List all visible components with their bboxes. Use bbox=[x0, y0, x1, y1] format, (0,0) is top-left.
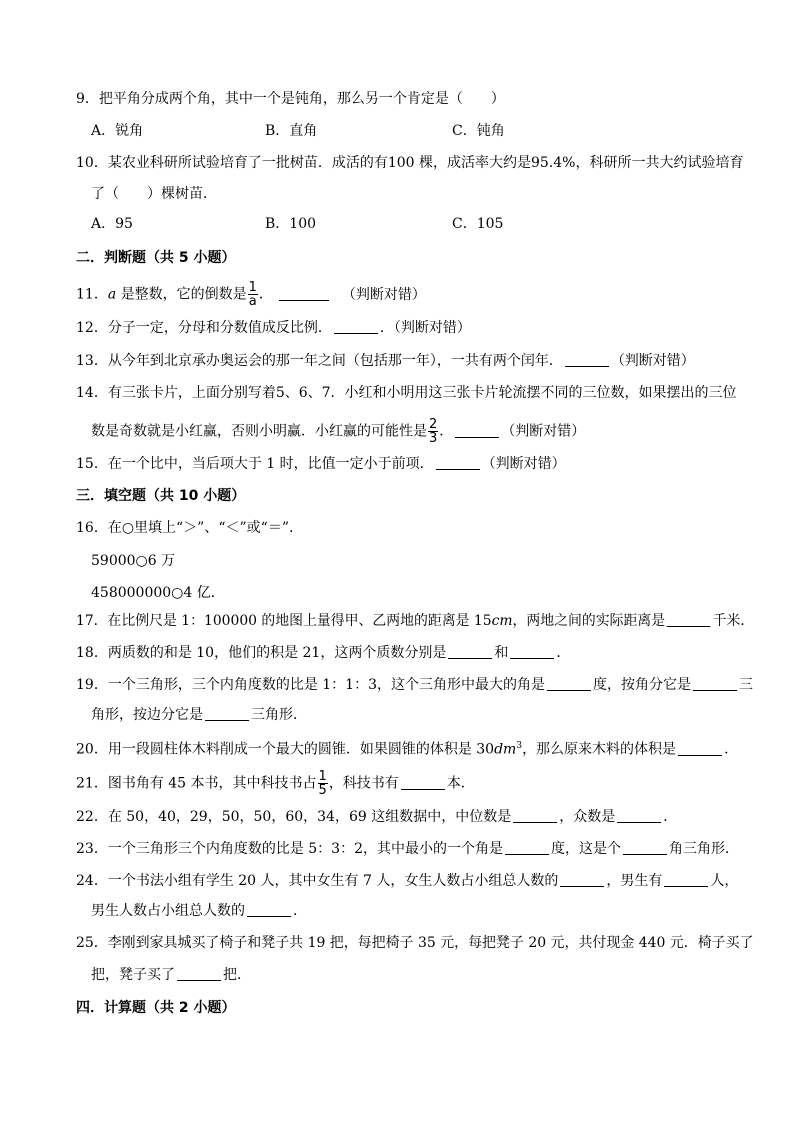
q14-fraction-numerator: 2 bbox=[429, 417, 438, 432]
q20-unit: dm bbox=[494, 741, 517, 758]
q18-answer-blank-2[interactable] bbox=[510, 644, 554, 659]
question-11 bbox=[76, 281, 426, 308]
section-heading-judgement: 二．判断题（共 5 小题） bbox=[76, 250, 236, 266]
question-19-line1 bbox=[76, 675, 753, 695]
q24-answer-blank-3[interactable] bbox=[247, 902, 291, 917]
q13-instruction: （判断对错） bbox=[610, 353, 695, 369]
question-23 bbox=[76, 839, 739, 859]
section-heading-fill-in: 三．填空题（共 10 小题） bbox=[76, 488, 246, 504]
q17-text-end: 千米． bbox=[712, 613, 755, 629]
q24-line2-text: 男生人数占小组总人数的 bbox=[91, 903, 245, 919]
q19-line2-end: 三角形． bbox=[251, 707, 307, 723]
q14-instruction: （判断对错） bbox=[501, 423, 586, 440]
section-heading-calculation: 四．计算题（共 2 小题） bbox=[76, 1000, 236, 1016]
q19-answer-blank-2[interactable] bbox=[693, 676, 737, 691]
q17-text-mid: ，两地之间的实际距离是 bbox=[512, 613, 666, 629]
q22-text: 22．在 50，40，29，50，50，60，34，69 这组数据中，中位数是 bbox=[76, 809, 512, 825]
q21-fraction-denominator: 5 bbox=[318, 783, 327, 798]
q22-text-mid: ，众数是 bbox=[559, 809, 616, 825]
q19-line2-text: 角形，按边分它是 bbox=[91, 707, 203, 723]
q15-instruction: （判断对错） bbox=[481, 456, 566, 472]
q23-text: 23．一个三角形三个内角度数的比是 5：3：2，其中最小的一个角是 bbox=[76, 841, 503, 857]
q19-answer-blank-3[interactable] bbox=[205, 706, 249, 721]
question-14-line2 bbox=[91, 418, 585, 445]
q13-text: 13．从今年到北京承办奥运会的那一年之间（包括那一年），一共有两个闰年． bbox=[76, 353, 563, 369]
question-17 bbox=[76, 611, 754, 631]
q10-option-a: A．95 bbox=[91, 216, 133, 232]
q21-text: 21．图书角有 45 本书，其中科技书占 bbox=[76, 775, 317, 792]
question-14-line1: 14．有三张卡片，上面分别写着5、6、7．小红和小明用这三张卡片轮流摆不同的三位数，如果摆出的三位 bbox=[76, 385, 737, 401]
q17-answer-blank[interactable] bbox=[667, 612, 711, 627]
q12-text: 12．分子一定，分母和分数值成反比例． bbox=[76, 320, 332, 336]
q17-unit: cm bbox=[491, 613, 513, 629]
question-21 bbox=[76, 770, 475, 797]
q24-answer-blank-1[interactable] bbox=[560, 872, 604, 887]
question-13 bbox=[76, 351, 695, 371]
q19-answer-blank-1[interactable] bbox=[547, 676, 591, 691]
question-12 bbox=[76, 318, 471, 338]
q14-fraction-denominator: 3 bbox=[429, 431, 438, 446]
q21-fraction-numerator: 1 bbox=[318, 769, 327, 784]
q22-answer-blank-1[interactable] bbox=[513, 808, 557, 823]
q11-variable: a bbox=[107, 286, 117, 303]
q21-fraction bbox=[318, 770, 328, 797]
q10-option-b: B．100 bbox=[265, 216, 317, 232]
q24-text: 24．一个书法小组有学生 20 人，其中女生有 7 人，女生人数占小组总人数的 bbox=[76, 873, 559, 889]
q24-text-mid: ，男生有 bbox=[606, 873, 663, 889]
q9-option-b: B．直角 bbox=[265, 123, 318, 139]
question-24-line2 bbox=[91, 901, 307, 921]
q20-text: 20．用一段圆柱体木料削成一个最大的圆锥．如果圆锥的体积是 30 bbox=[76, 741, 495, 758]
q18-text: 18．两质数的和是 10，他们的积是 21，这两个质数分别是 bbox=[76, 645, 447, 661]
q20-text-mid: ，那么原来木料的体积是 bbox=[522, 741, 677, 758]
q25-answer-blank[interactable] bbox=[177, 966, 221, 981]
q13-answer-blank[interactable] bbox=[565, 352, 609, 367]
q14-fraction bbox=[428, 418, 438, 445]
q24-text-end: 人， bbox=[710, 873, 739, 889]
q16-row-2: 458000000○4 亿． bbox=[91, 585, 225, 601]
q10-option-c: C．105 bbox=[452, 216, 504, 232]
q14-period: ． bbox=[439, 423, 454, 440]
q23-answer-blank-1[interactable] bbox=[505, 840, 549, 855]
question-25-line2 bbox=[91, 965, 251, 985]
question-15 bbox=[76, 454, 566, 474]
q18-text-end: ． bbox=[556, 645, 571, 661]
q23-text-end: 角三角形． bbox=[669, 841, 739, 857]
question-24-line1 bbox=[76, 871, 738, 891]
q18-text-mid: 和 bbox=[494, 645, 509, 661]
question-25-line1: 25．李刚到家具城买了椅子和凳子共 19 把，每把椅子 35 元，每把凳子 20 元，共付现金 440 元．椅子买了 bbox=[76, 935, 754, 951]
q11-fraction-numerator: 1 bbox=[248, 280, 257, 295]
q20-text-end: ． bbox=[724, 741, 739, 758]
q18-answer-blank-1[interactable] bbox=[448, 644, 492, 659]
q20-answer-blank[interactable] bbox=[678, 741, 722, 756]
q11-text: 是整数，它的倒数是 bbox=[116, 286, 247, 303]
q24-answer-blank-2[interactable] bbox=[664, 872, 708, 887]
question-20 bbox=[76, 736, 738, 760]
question-18 bbox=[76, 643, 570, 663]
question-16: 16．在○里填上“＞”、“＜”或“＝”． bbox=[76, 520, 303, 536]
question-10-line2: 了（ ）棵树苗． bbox=[91, 186, 217, 202]
q24-line2-end: ． bbox=[293, 903, 307, 919]
q16-row-1: 59000○6 万 bbox=[91, 553, 176, 569]
q11-fraction bbox=[248, 281, 258, 308]
q25-line2-end: 把． bbox=[223, 967, 251, 983]
q19-text-mid: 度，按角分它是 bbox=[593, 677, 691, 693]
q19-text: 19．一个三角形，三个内角度数的比是 1：1：3，这个三角形中最大的角是 bbox=[76, 677, 545, 693]
question-19-line2 bbox=[91, 705, 307, 725]
q25-line2-text: 把，凳子买了 bbox=[91, 967, 175, 983]
q21-text-end: 本． bbox=[446, 775, 475, 792]
q22-answer-blank-2[interactable] bbox=[617, 808, 661, 823]
q11-instruction: （判断对错） bbox=[341, 286, 426, 303]
q14-text: 数是奇数就是小红赢，否则小明赢．小红赢的可能性是 bbox=[91, 423, 427, 440]
q21-text-mid: ，科技书有 bbox=[328, 775, 399, 792]
question-10-line1: 10．某农业科研所试验培育了一批树苗．成活的有100 棵，成活率大约是95.4%，科研所一共大约试验培育 bbox=[76, 155, 744, 171]
question-22 bbox=[76, 807, 677, 827]
q11-fraction-denominator: a bbox=[248, 294, 257, 309]
q15-answer-blank[interactable] bbox=[436, 455, 480, 470]
q23-text-mid: 度，这是个 bbox=[551, 841, 621, 857]
q12-answer-blank[interactable] bbox=[334, 319, 378, 334]
q23-answer-blank-2[interactable] bbox=[623, 840, 667, 855]
q14-answer-blank[interactable] bbox=[455, 423, 499, 438]
q21-answer-blank[interactable] bbox=[401, 775, 445, 790]
q19-text-end: 三 bbox=[739, 677, 753, 693]
q11-answer-blank[interactable] bbox=[279, 286, 329, 301]
q9-option-a: A．锐角 bbox=[91, 123, 144, 139]
q22-text-end: ． bbox=[663, 809, 678, 825]
q11-period: ． bbox=[258, 286, 273, 303]
q17-text: 17．在比例尺是 1：100000 的地图上量得甲、乙两地的距离是 15 bbox=[76, 613, 492, 629]
q12-instruction: ．（判断对错） bbox=[379, 320, 471, 336]
question-9: 9．把平角分成两个角，其中一个是钝角，那么另一个肯定是（ ） bbox=[76, 91, 505, 107]
q11-number: 11． bbox=[76, 286, 108, 303]
q15-text: 15．在一个比中，当后项大于 1 时，比值一定小于前项． bbox=[76, 456, 434, 472]
q20-unit-exponent: 3 bbox=[516, 741, 523, 751]
q9-option-c: C．钝角 bbox=[452, 123, 505, 139]
